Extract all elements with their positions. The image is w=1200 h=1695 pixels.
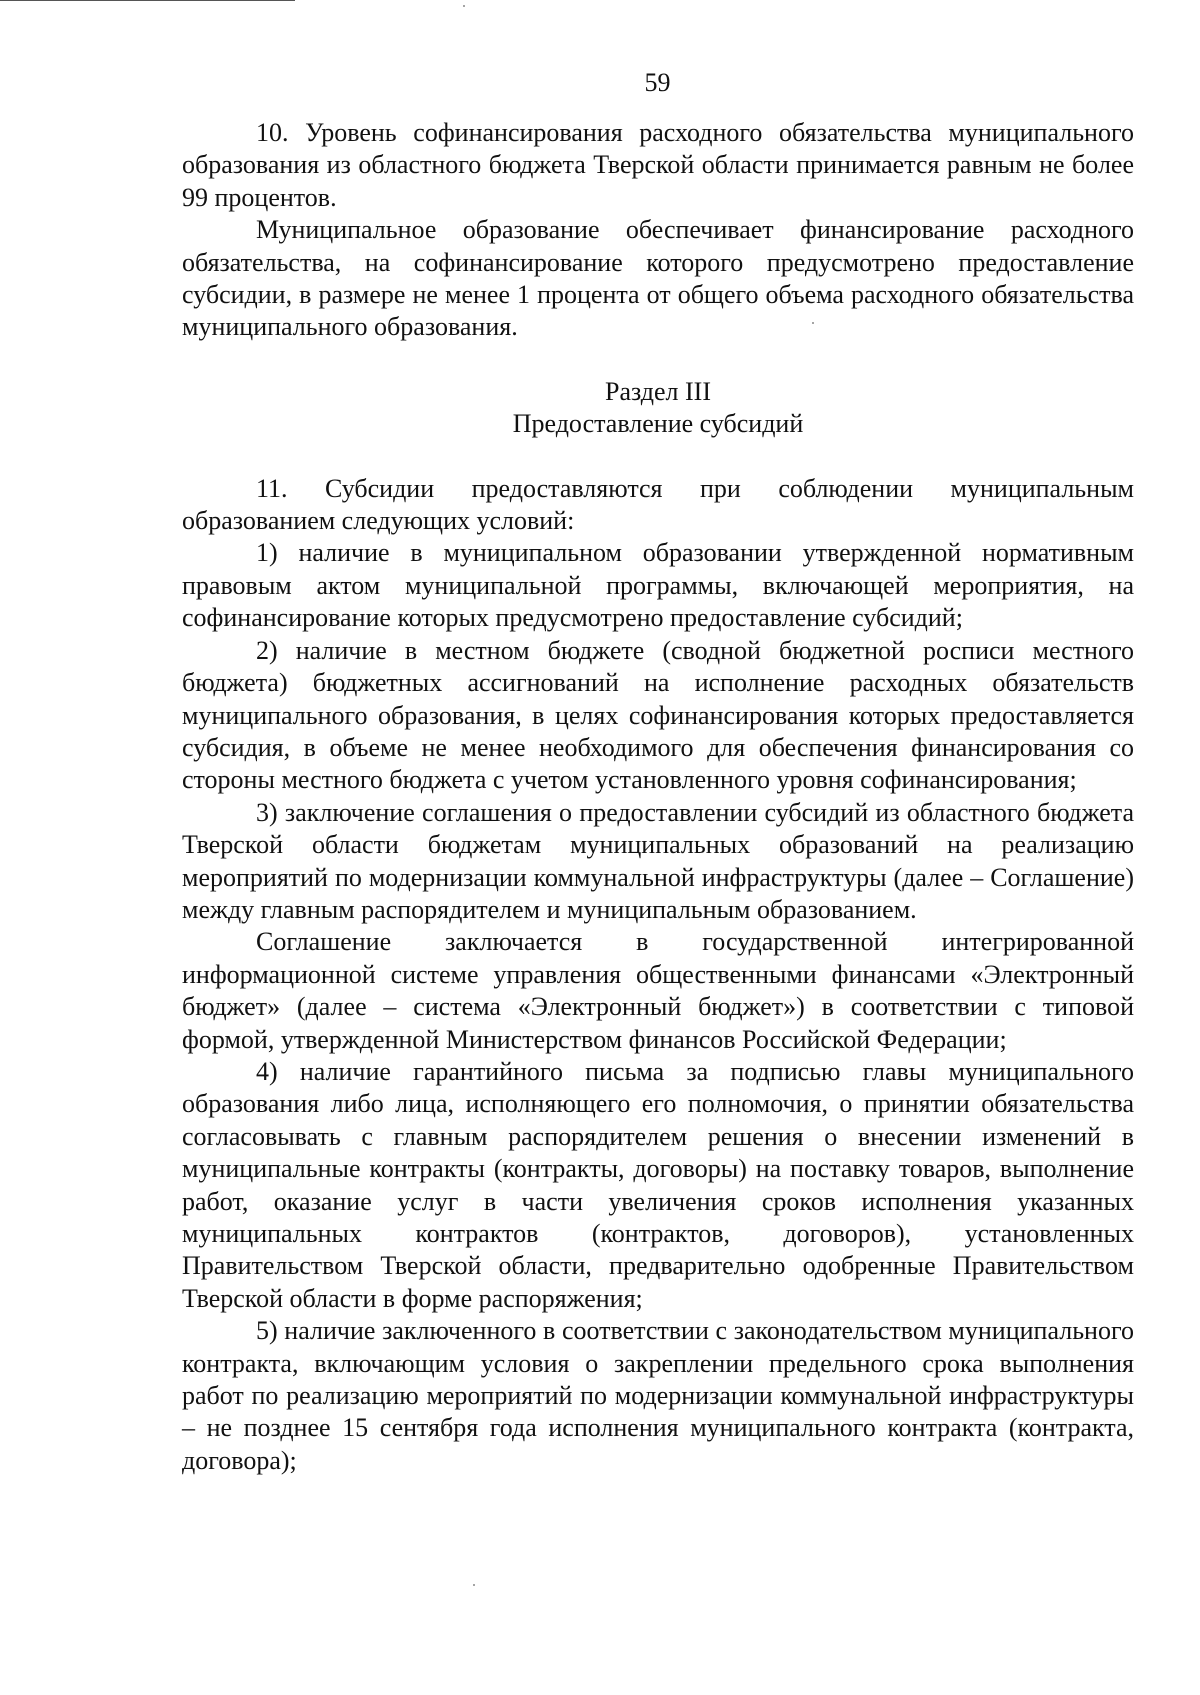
list-item-condition-2: 2) наличие в местном бюджете (сводной бюджетной росписи местного бюджета) бюджетных ассигнований на исполнение расходных обязательств муниципального образования, в целях софинансирования которых предоставляется субсидия, в объеме не менее необходимого для обеспечения финансирования со стороны местного бюджета с учетом установленного уровня софинансирования; [182, 635, 1134, 795]
list-item-condition-1: 1) наличие в муниципальном образовании утвержденной нормативным правовым актом муниципальной программы, включающей мероприятия, на софинансирование которых предусмотрено предоставление субсидий; [182, 538, 1134, 633]
scan-top-edge-line [0, 0, 295, 1]
document-body [182, 117, 1134, 1477]
section-title: Раздел III [604, 376, 712, 406]
paragraph-agreement: Соглашение заключается в государственной интегрированной информационной системе управления общественными финансами «Электронный бюджет» (далее – система «Электронный бюджет») в соответствии с типовой формой, утвержденной Министерством финансов Российской Федерации; [182, 927, 1134, 1054]
scan-speck [463, 5, 465, 7]
list-item-condition-4: 4) наличие гарантийного письма за подписью главы муниципального образования либо лица, исполняющего его полномочия, о принятии обязательства согласовывать с главным распорядителем решения о внесении изменений в муниципальные контракты (контракты, договоры) на поставку товаров, выполнение работ, оказание услуг в части увеличения сроков исполнения указанных муниципальных контрактов (контрактов, договоров), установленных Правительством Тверской области, предварительно одобренные Правительством Тверской области в форме распоряжения; [182, 1056, 1134, 1313]
paragraph-subsidy-conditions: 11. Субсидии предоставляются при соблюдении муниципальным образованием следующих условий: [182, 473, 1134, 536]
paragraph-municipal-financing: Муниципальное образование обеспечивает финансирование расходного обязательства, на софинансирование которого предусмотрено предоставление субсидии, в размере не менее 1 процента от общего объема расходного обязательства муниципального образования. [182, 215, 1134, 342]
page-number: 59 [644, 68, 671, 97]
scan-speck [473, 1584, 475, 1586]
list-item-condition-3: 3) заключение соглашения о предоставлении субсидий из областного бюджета Тверской области бюджетам муниципальных образований на реализацию мероприятий по модернизации коммунальной инфраструктуры (далее – Соглашение) между главным распорядителем и муниципальным образованием. [182, 797, 1134, 924]
section-subtitle: Предоставление субсидий [512, 409, 804, 439]
list-item-condition-5: 5) наличие заключенного в соответствии с законодательством муниципального контракта, включающим условия о закреплении предельного срока выполнения работ по реализацию мероприятий по модернизации коммунальной инфраструктуры – не позднее 15 сентября года исполнения муниципального контракта (контракта, договора); [182, 1316, 1134, 1475]
paragraph-cofinancing-level: 10. Уровень софинансирования расходного обязательства муниципального образования из областного бюджета Тверской области принимается равным не более 99 процентов. [182, 118, 1134, 212]
